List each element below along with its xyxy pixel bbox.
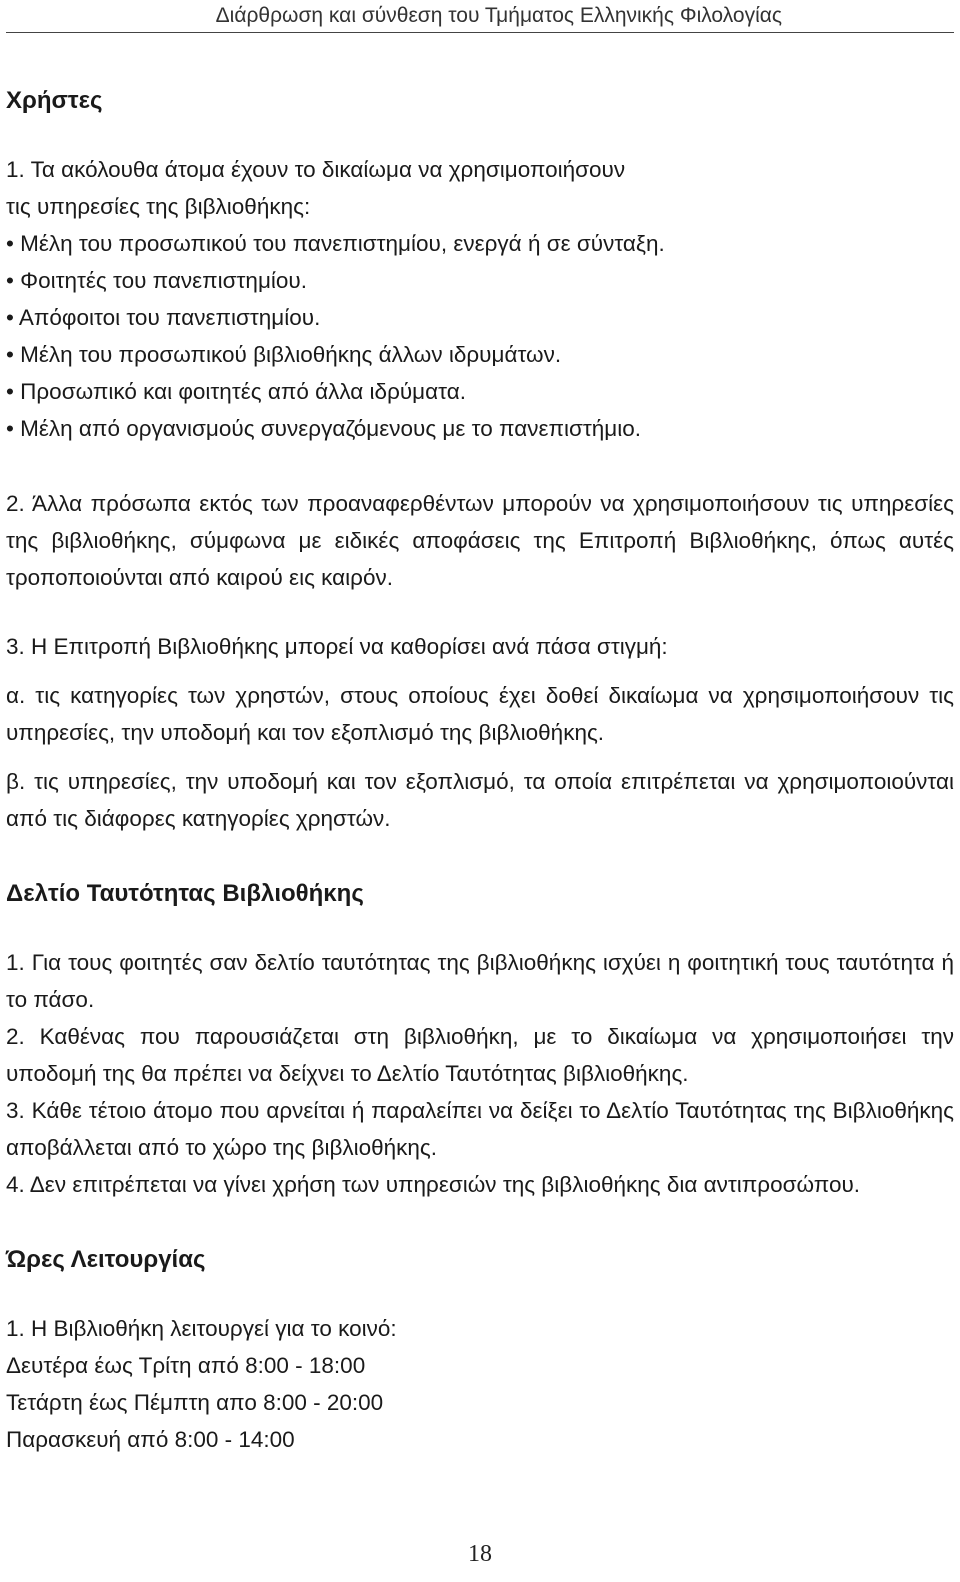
- section-heading-hours: Ώρες Λειτουργίας: [6, 1246, 206, 1273]
- bullet-item: • Απόφοιτοι του πανεπιστημίου.: [6, 305, 321, 330]
- header-rule: [6, 32, 954, 33]
- section-heading-users: Χρήστες: [6, 87, 103, 114]
- hours-line: Παρασκευή από 8:00 - 14:00: [6, 1427, 295, 1452]
- page-content: [6, 82, 954, 1458]
- id-card-item: 3. Κάθε τέτοιο άτομο που αρνείται ή παραλείπει να δείξει το Δελτίο Ταυτότητας της Βιβλιοθήκης αποβάλλεται από το χώρο της βιβλιοθήκης.: [6, 1098, 954, 1160]
- users-item-3a: α. τις κατηγορίες των χρηστών, στους οποίους έχει δοθεί δικαίωμα να χρησιμοποιήσουν τις υπηρεσίες, την υποδομή και τον εξοπλισμό της βιβλιοθήκης.: [6, 683, 954, 745]
- running-header: Διάρθρωση και σύνθεση του Τμήματος Ελληνικής Φιλολογίας: [215, 4, 782, 27]
- bullet-item: • Φοιτητές του πανεπιστημίου.: [6, 268, 307, 293]
- hours-line: Δευτέρα έως Τρίτη από 8:00 - 18:00: [6, 1353, 366, 1378]
- users-item-1-intro-cont: τις υπηρεσίες της βιβλιοθήκης:: [6, 194, 311, 219]
- bullet-item: • Μέλη του προσωπικού του πανεπιστημίου, ενεργά ή σε σύνταξη.: [6, 231, 665, 256]
- page-number: 18: [468, 1541, 492, 1567]
- id-card-item: 1. Για τους φοιτητές σαν δελτίο ταυτότητας της βιβλιοθήκης ισχύει η φοιτητική τους ταυτότητα ή το πάσο.: [6, 950, 954, 1012]
- bullet-item: • Μέλη του προσωπικού βιβλιοθήκης άλλων ιδρυμάτων.: [6, 342, 562, 367]
- bullet-item: • Προσωπικό και φοιτητές από άλλα ιδρύματα.: [6, 379, 466, 404]
- section-heading-id-card: Δελτίο Ταυτότητας Βιβλιοθήκης: [6, 880, 364, 907]
- users-item-3: 3. Η Επιτροπή Βιβλιοθήκης μπορεί να καθορίσει ανά πάσα στιγμή:: [6, 634, 668, 659]
- users-item-3b: β. τις υπηρεσίες, την υποδομή και τον εξοπλισμό, τα οποία επιτρέπεται να χρησιμοποιούνται από τις διάφορες κατηγορίες χρηστών.: [6, 769, 954, 831]
- id-card-item: 4. Δεν επιτρέπεται να γίνει χρήση των υπηρεσιών της βιβλιοθήκης δια αντιπροσώπου.: [6, 1172, 861, 1197]
- bullet-item: • Μέλη από οργανισμούς συνεργαζόμενους με το πανεπιστήμιο.: [6, 416, 642, 441]
- users-item-2: 2. Άλλα πρόσωπα εκτός των προαναφερθέντων μπορούν να χρησιμοποιήσουν τις υπηρεσίες της βιβλιοθήκης, σύμφωνα με ειδικές αποφάσεις της Επιτροπή Βιβλιοθήκης, όπως αυτές τροποποιούνται από καιρού εις καιρόν.: [6, 491, 954, 590]
- id-card-item: 2. Καθένας που παρουσιάζεται στη βιβλιοθήκη, με το δικαίωμα να χρησιμοποιήσει την υποδομή της θα πρέπει να δείχνει το Δελτίο Ταυτότητας βιβλιοθήκης.: [6, 1024, 954, 1086]
- hours-line: Τετάρτη έως Πέμπτη απο 8:00 - 20:00: [6, 1390, 384, 1415]
- users-item-1-intro: 1. Τα ακόλουθα άτομα έχουν το δικαίωμα να χρησιμοποιήσουν: [6, 157, 626, 182]
- hours-intro: 1. Η Βιβλιοθήκη λειτουργεί για το κοινό:: [6, 1316, 397, 1341]
